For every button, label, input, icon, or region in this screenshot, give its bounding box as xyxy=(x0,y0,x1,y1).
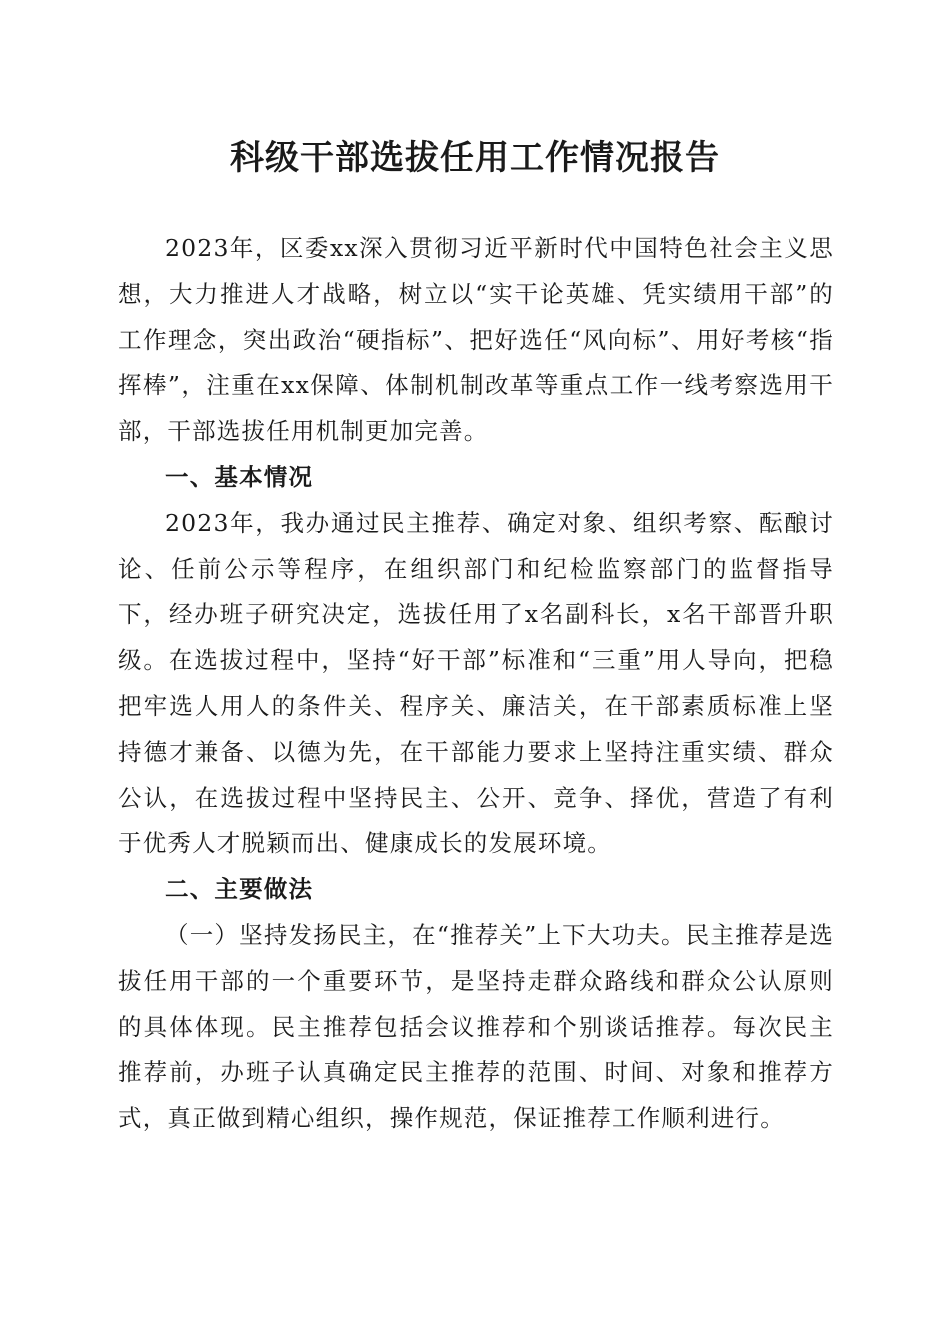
basic-situation-paragraph: 2023年，我办通过民主推荐、确定对象、组织考察、酝酿讨论、任前公示等程序，在组织部门和纪检监察部门的监督指导下，经办班子研究决定，选拔任用了x名副科长，x名干部晋升职级。在选拔过程中，坚持“好干部”标准和“三重”用人导向，把稳把牢选人用人的条件关、程序关、廉洁关，在干部素质标准上坚持德才兼备、以德为先，在干部能力要求上坚持注重实绩、群众公认，在选拔过程中坚持民主、公开、竞争、择优，营造了有利于优秀人才脱颖而出、健康成长的发展环境。 xyxy=(118,508,834,858)
subsection-1-body: 民主推荐是选拔任用干部的一个重要环节，是坚持走群众路线和群众公认原则的具体体现。民主推荐包括会议推荐和个别谈话推荐。每次民主推荐前，办班子认真确定民主推荐的范围、时间、对象和推荐方式，真正做到精心组织，操作规范，保证推荐工作顺利进行。 xyxy=(118,920,835,1133)
subsection-1-paragraph xyxy=(118,913,834,1142)
document-title: 科级干部选拔任用工作情况报告 xyxy=(230,138,720,178)
document-body xyxy=(118,226,834,1142)
section-heading-basic-situation: 一、基本情况 xyxy=(165,462,314,491)
section-heading-main-practices: 二、主要做法 xyxy=(165,875,314,904)
subsection-1-lead: （一）坚持发扬民主，在“推荐关”上下大功夫。 xyxy=(165,920,686,949)
intro-paragraph: 2023年，区委xx深入贯彻习近平新时代中国特色社会主义思想，大力推进人才战略，树立以“实干论英雄、凭实绩用干部”的工作理念，突出政治“硬指标”、把好选任“风向标”、用好考核“指挥棒”，注重在xx保障、体制机制改革等重点工作一线考察选用干部，干部选拔任用机制更加完善。 xyxy=(118,234,834,446)
